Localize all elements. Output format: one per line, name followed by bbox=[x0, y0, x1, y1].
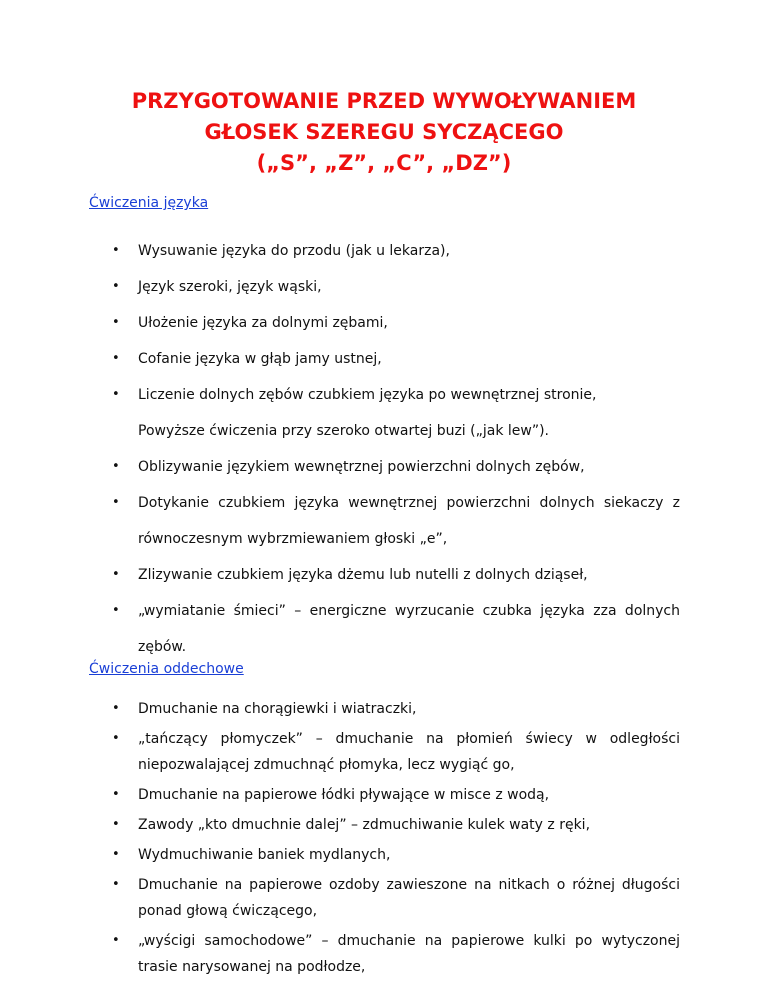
list-item: Liczenie dolnych zębów czubkiem języka po wewnętrznej stronie, bbox=[138, 387, 597, 403]
list-item: „wyścigi samochodowe” – dmuchanie na papierowe kulki po wytyczonej bbox=[138, 933, 680, 949]
list-item: Dotykanie czubkiem języka wewnętrznej powierzchni dolnych siekaczy z bbox=[138, 495, 680, 511]
bullet-icon: • bbox=[112, 243, 120, 258]
document-title bbox=[0, 86, 768, 179]
section-heading-breathing-exercises[interactable]: Ćwiczenia oddechowe bbox=[89, 661, 244, 677]
list-item-note: Powyższe ćwiczenia przy szeroko otwartej buzi („jak lew”). bbox=[138, 423, 549, 439]
list-item: Ułożenie języka za dolnymi zębami, bbox=[138, 315, 388, 331]
bullet-icon: • bbox=[112, 495, 120, 510]
bullet-icon: • bbox=[112, 567, 120, 582]
list-item-continuation: równoczesnym wybrzmiewaniem głoski „e”, bbox=[138, 531, 448, 547]
title-line-1: PRZYGOTOWANIE PRZED WYWOŁYWANIEM bbox=[131, 89, 637, 113]
bullet-icon: • bbox=[112, 279, 120, 294]
title-line-2: GŁOSEK SZEREGU SYCZĄCEGO bbox=[204, 120, 564, 144]
section-heading-tongue-exercises[interactable]: Ćwiczenia języka bbox=[89, 195, 209, 211]
list-item: „tańczący płomyczek” – dmuchanie na płomień świecy w odległości bbox=[138, 731, 680, 747]
list-item: Oblizywanie językiem wewnętrznej powierzchni dolnych zębów, bbox=[138, 459, 585, 475]
list-item: Dmuchanie na papierowe ozdoby zawieszone na nitkach o różnej długości bbox=[138, 877, 680, 893]
list-item: Wydmuchiwanie baniek mydlanych, bbox=[138, 847, 391, 863]
list-item-continuation: trasie narysowanej na podłodze, bbox=[138, 959, 366, 975]
list-item: Cofanie języka w głąb jamy ustnej, bbox=[138, 351, 382, 367]
bullet-icon: • bbox=[112, 731, 120, 746]
list-item: Zawody „kto dmuchnie dalej” – zdmuchiwanie kulek waty z ręki, bbox=[138, 817, 591, 833]
bullet-icon: • bbox=[112, 387, 120, 402]
bullet-icon: • bbox=[112, 459, 120, 474]
bullet-icon: • bbox=[112, 817, 120, 832]
bullet-icon: • bbox=[112, 787, 120, 802]
list-item: Język szeroki, język wąski, bbox=[138, 279, 322, 295]
list-item: Dmuchanie na chorągiewki i wiatraczki, bbox=[138, 701, 417, 717]
title-line-3: („S”, „Z”, „C”, „DZ”) bbox=[256, 151, 512, 175]
list-item: Zlizywanie czubkiem języka dżemu lub nutelli z dolnych dziąseł, bbox=[138, 567, 588, 583]
list-item-continuation: zębów. bbox=[138, 639, 187, 655]
list-item-continuation: ponad głową ćwiczącego, bbox=[138, 903, 318, 919]
list-item: Wysuwanie języka do przodu (jak u lekarza), bbox=[138, 243, 450, 259]
list-item: „wymiatanie śmieci” – energiczne wyrzucanie czubka języka zza dolnych bbox=[138, 603, 680, 619]
list-item: Dmuchanie na papierowe łódki pływające w misce z wodą, bbox=[138, 787, 550, 803]
bullet-icon: • bbox=[112, 315, 120, 330]
list-item-continuation: niepozwalającej zdmuchnąć płomyka, lecz wygiąć go, bbox=[138, 757, 515, 773]
bullet-icon: • bbox=[112, 877, 120, 892]
bullet-icon: • bbox=[112, 933, 120, 948]
bullet-icon: • bbox=[112, 603, 120, 618]
bullet-icon: • bbox=[112, 701, 120, 716]
bullet-icon: • bbox=[112, 351, 120, 366]
bullet-icon: • bbox=[112, 847, 120, 862]
